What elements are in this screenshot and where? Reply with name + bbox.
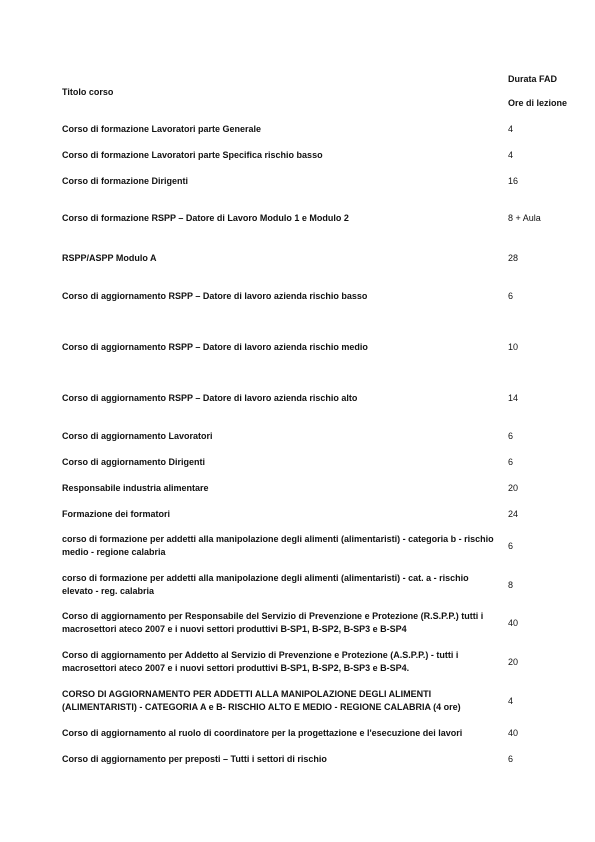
course-title: Corso di aggiornamento RSPP – Datore di lavoro azienda rischio basso (62, 291, 368, 301)
course-hours: 16 (508, 176, 519, 186)
course-title: Corso di aggiornamento per Addetto al Servizio di Prevenzione e Protezione (A.S.P.P.) - tutti i macrosettori ateco 2007 e i nuovi settori produttivi B-SP1, B-SP2, B-SP3 e B-SP4. (62, 650, 459, 673)
course-hours: 24 (508, 509, 519, 519)
course-hours: 40 (508, 618, 519, 628)
course-title: Corso di aggiornamento per Responsabile del Servizio di Prevenzione e Protezione (R.S.P.P.) tutti i macrosettori ateco 2007 e i nuovi settori produttivi B-SP1, B-SP2, B-SP3 e B-SP4 (62, 611, 484, 634)
course-title: RSPP/ASPP Modulo A (62, 253, 157, 263)
course-hours: 14 (508, 393, 519, 403)
course-hours: 40 (508, 728, 519, 738)
course-hours: 10 (508, 342, 519, 352)
course-title: CORSO DI AGGIORNAMENTO PER ADDETTI ALLA MANIPOLAZIONE DEGLI ALIMENTI (ALIMENTARISTI) - CATEGORIA A e B- RISCHIO ALTO E MEDIO - REGIONE CALABRIA (4 ore) (62, 689, 461, 712)
course-hours: 6 (508, 541, 514, 551)
course-hours: 8 (508, 580, 514, 590)
course-title: Corso di aggiornamento Dirigenti (62, 457, 206, 467)
course-hours: 6 (508, 431, 514, 441)
course-hours: 4 (508, 150, 514, 160)
course-hours: 6 (508, 457, 514, 467)
column-header-duration: Durata FAD (508, 74, 558, 84)
course-title: Corso di formazione Dirigenti (62, 176, 189, 186)
course-title: Responsabile industria alimentare (62, 483, 209, 493)
course-hours: 6 (508, 754, 514, 764)
course-hours: 6 (508, 291, 514, 301)
course-hours: 20 (508, 657, 519, 667)
course-title: Corso di formazione RSPP – Datore di Lavoro Modulo 1 e Modulo 2 (62, 213, 349, 223)
column-header-hours: Ore di lezione (508, 98, 568, 108)
course-hours: 8 + Aula (508, 213, 541, 223)
course-title: Corso di aggiornamento RSPP – Datore di lavoro azienda rischio alto (62, 393, 358, 403)
course-title: Corso di formazione Lavoratori parte Generale (62, 124, 262, 134)
course-hours: 4 (508, 124, 514, 134)
column-header-title: Titolo corso (62, 87, 114, 97)
course-title: Corso di aggiornamento Lavoratori (62, 431, 213, 441)
course-title: Corso di formazione Lavoratori parte Specifica rischio basso (62, 150, 323, 160)
course-title: Formazione dei formatori (62, 509, 171, 519)
course-title: corso di formazione per addetti alla manipolazione degli alimenti (alimentaristi) - categoria b - rischio medio - regione calabria (62, 534, 494, 557)
course-title: corso di formazione per addetti alla manipolazione degli alimenti (alimentaristi) - cat. a - rischio elevato - reg. calabria (62, 573, 469, 596)
course-hours: 28 (508, 253, 519, 263)
course-hours: 4 (508, 696, 514, 706)
course-title: Corso di aggiornamento RSPP – Datore di lavoro azienda rischio medio (62, 342, 368, 352)
course-title: Corso di aggiornamento per preposti – Tutti i settori di rischio (62, 754, 327, 764)
course-title: Corso di aggiornamento al ruolo di coordinatore per la progettazione e l'esecuzione dei lavori (62, 728, 463, 738)
course-hours: 20 (508, 483, 519, 493)
